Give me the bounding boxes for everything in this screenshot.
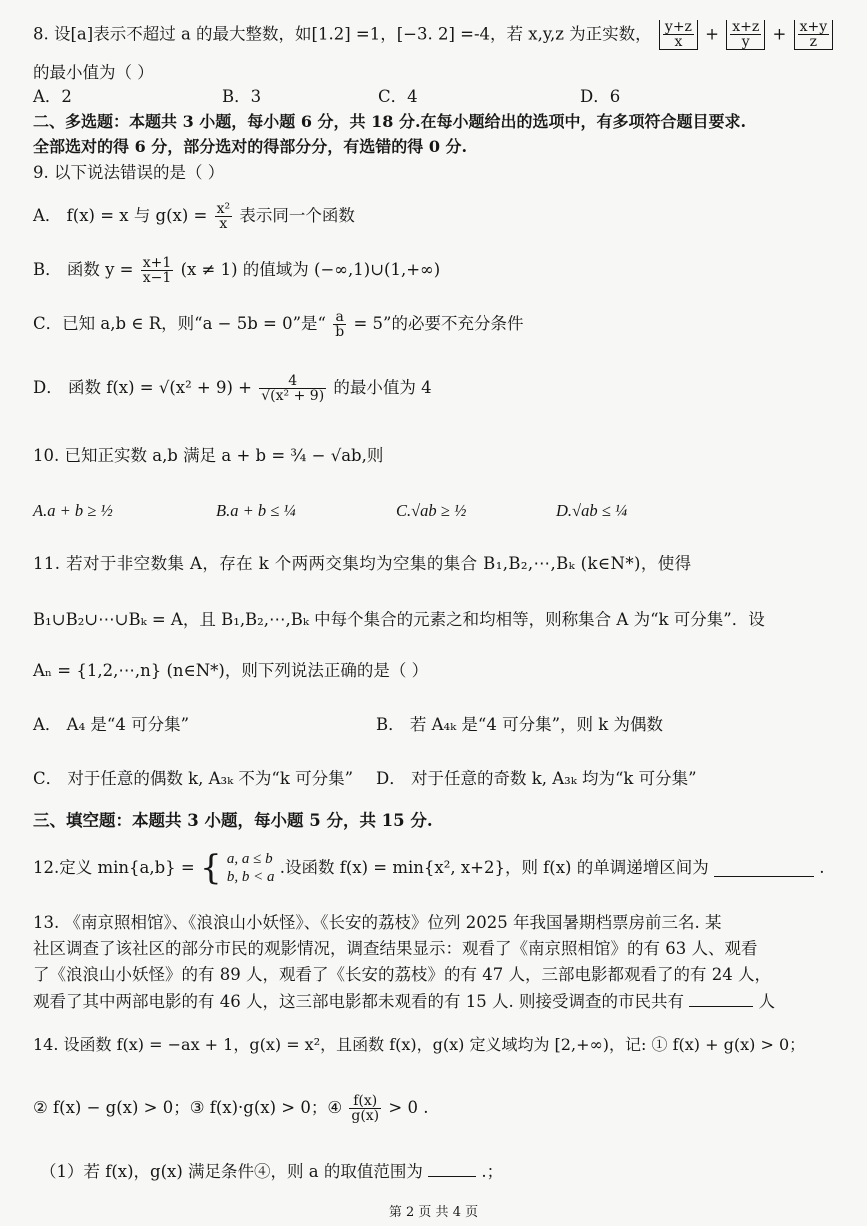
section3-heading: 三、填空题：本题共 3 小题，每小题 5 分，共 15 分.	[33, 811, 433, 830]
q9-option-d: D． 函数 f(x) = √(x² + 9) + $\frac{4}{\text{√(x² + 9)}}$ 的最小值为 4	[33, 373, 432, 404]
q9-stem: 9. 以下说法错误的是（ ）	[33, 163, 225, 182]
fraction: $\frac{x+1}{x-1}$	[142, 255, 172, 286]
q8-option-c: C．4	[378, 87, 418, 106]
q10-option-d: D.√ab ≤ ¼	[556, 501, 628, 520]
q13-line3: 了《浪浪山小妖怪》的有 89 人，观看了《长安的荔枝》的有 47 人，三部电影都观看了的有 24 人，	[33, 965, 771, 984]
piecewise-cases: a, a ≤ b b, b < a	[226, 851, 275, 885]
section2-heading: 二、多选题：本题共 3 小题，每小题 6 分，共 18 分.在每小题给出的选项中，有多项符合题目要求.	[33, 112, 747, 131]
section2-instruction: 全部选对的得 6 分，部分选对的得部分分，有选错的得 0 分.	[33, 137, 468, 156]
q14-sub1: （1）若 f(x)，g(x) 满足条件④，则 a 的取值范围为 .；	[40, 1162, 504, 1181]
q8-option-a: A．2	[33, 87, 72, 106]
q9-option-a: A． f(x) = x 与 g(x) = $\frac{\text{x²}}{x}$ 表示同一个函数	[33, 201, 355, 232]
q9-option-b: B． 函数 y = $\frac{x+1}{x-1}$ (x ≠ 1) 的值域为 (−∞,1)∪(1,+∞)	[33, 255, 441, 286]
q11-line1: 11. 若对于非空数集 A，存在 k 个两两交集均为空集的集合 B₁,B₂,⋯,Bₖ (k∈N*)，使得	[33, 554, 692, 573]
q11-line3: Aₙ = {1,2,⋯,n} (n∈N*)，则下列说法正确的是（ ）	[33, 661, 429, 680]
q8-option-b: B．3	[222, 87, 262, 106]
q8-stem: 8. 设[a]表示不超过 a 的最大整数，如[1.2] =1，[−3. 2] =-4，若 x,y,z 为正实数，	[33, 24, 652, 44]
page-number: 第 2 页 共 4 页	[388, 1205, 479, 1220]
q14-line2: ② f(x) − g(x) > 0；③ f(x)·g(x) > 0；④ $\frac{f(x)}{g(x)}$ > 0 .	[33, 1093, 429, 1124]
q13-line2: 社区调查了该社区的部分市民的观影情况，调查结果显示：观看了《南京照相馆》的有 63 人、观看	[33, 939, 758, 958]
fraction: $\frac{a}{b}$	[335, 309, 345, 340]
fraction: $\frac{f(x)}{g(x)}$	[351, 1093, 380, 1124]
q11-option-d: D． 对于任意的奇数 k, A₃ₖ 均为“k 可分集”	[376, 769, 697, 788]
q10-option-c: C.√ab ≥ ½	[396, 501, 467, 520]
q14-line1: 14. 设函数 f(x) = −ax + 1，g(x) = x²，且函数 f(x)，g(x) 定义域均为 [2,+∞)，记: ① f(x) + g(x) > 0；	[33, 1035, 806, 1054]
q8-line1	[33, 20, 835, 50]
plus-sign: +	[705, 24, 719, 44]
plus-sign: +	[772, 24, 787, 44]
q13-line1: 13. 《南京照相馆》、《浪浪山小妖怪》、《长安的荔枝》位列 2025 年我国暑期档票房前三名. 某	[33, 913, 722, 932]
q8-term-3: $\frac{x+y}{z}$	[794, 20, 834, 50]
q8-option-d: D．6	[580, 87, 621, 106]
q11-option-b: B． 若 A₄ₖ 是“4 可分集”，则 k 为偶数	[376, 715, 664, 734]
fraction: $\frac{\text{x²}}{x}$	[216, 201, 231, 232]
answer-blank[interactable]	[428, 1160, 476, 1177]
piecewise-brace: {	[200, 848, 222, 888]
q10-option-b: B.a + b ≤ ¼	[216, 501, 296, 520]
q10-stem: 10. 已知正实数 a,b 满足 a + b = ¾ − √ab,则	[33, 446, 384, 465]
q12-line: 12.定义 min{a,b} = { a, a ≤ b b, b < a .设函数 f(x) = min{x², x+2}，则 f(x) 的单调递增区间为 .	[33, 848, 825, 888]
answer-blank[interactable]	[689, 990, 753, 1007]
q8-term-2: $\frac{x+z}{y}$	[726, 20, 765, 50]
q13-line4: 观看了其中两部电影的有 46 人，这三部电影都未观看的有 15 人. 则接受调查的市民共有 人	[33, 992, 775, 1011]
q11-option-c: C． 对于任意的偶数 k, A₃ₖ 不为“k 可分集”	[33, 769, 354, 788]
q8-term-1: $\frac{y+z}{x}$	[659, 20, 698, 50]
q11-line2: B₁∪B₂∪⋯∪Bₖ = A，且 B₁,B₂,⋯,Bₖ 中每个集合的元素之和均相等，则称集合 A 为“k 可分集”．设	[33, 610, 765, 629]
q9-option-c: C．已知 a,b ∈ R，则“a − 5b = 0”是“ $\frac{a}{b}$ = 5”的必要不充分条件	[33, 309, 524, 340]
fraction: $\frac{4}{\text{√(x² + 9)}}$	[261, 373, 325, 404]
q10-option-a: A.a + b ≥ ½	[33, 501, 113, 520]
answer-blank[interactable]	[714, 860, 814, 877]
q8-line2: 的最小值为（ ）	[33, 63, 154, 82]
q11-option-a: A． A₄ 是“4 可分集”	[33, 715, 190, 734]
